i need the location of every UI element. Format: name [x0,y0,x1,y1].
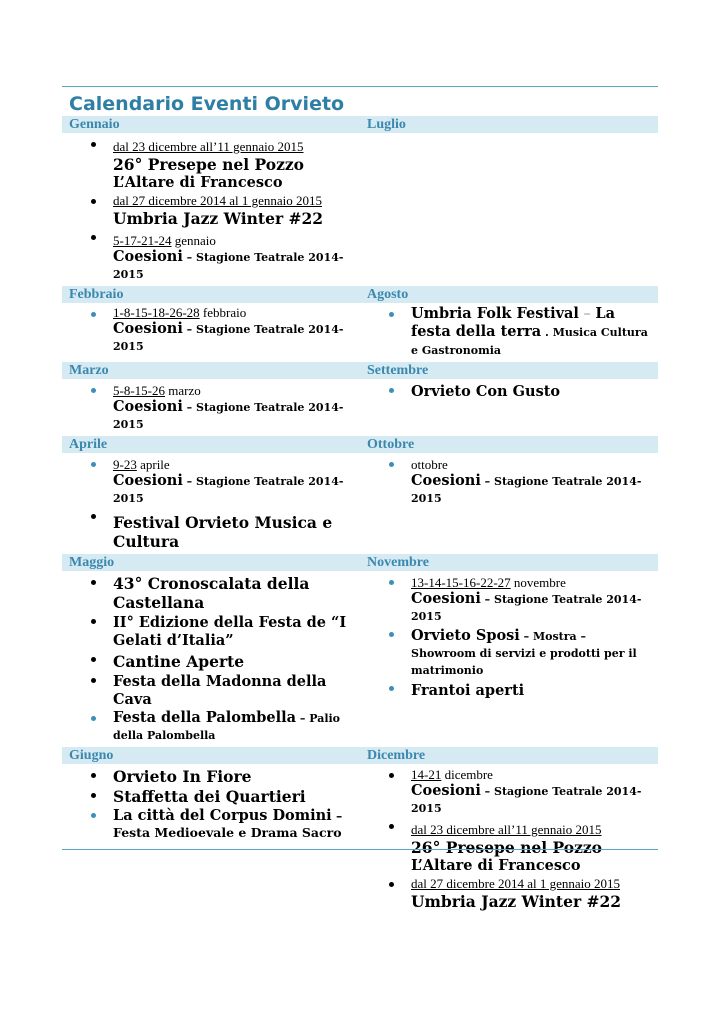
month-content-row [62,571,658,747]
event-item: 5-17-21-24 gennaio Coesioni – Stagione Teatrale 2014-2015 [62,228,360,283]
event-item: dal 27 dicembre 2014 al 1 gennaio 2015 Umbria Jazz Winter #22 [62,192,360,228]
event-item: 14-21 dicembre Coesioni – Stagione Teatrale 2014-2015 [360,766,658,817]
bottom-rule [62,849,658,850]
event-item: II° Edizione della Festa de “I Gelati d’Italia” [62,612,360,650]
event-item: 43° Cronoscalata della Castellana [62,573,360,612]
maggio-events [62,571,360,747]
month-header-row [62,362,658,379]
month-content-row [62,379,658,436]
month-giugno: Giugno [62,747,360,764]
novembre-events [360,571,658,747]
month-dicembre: Dicembre [360,747,658,764]
agosto-events [360,303,658,362]
month-gennaio: Gennaio [62,116,360,133]
event-item: dal 27 dicembre 2014 al 1 gennaio 2015 Umbria Jazz Winter #22 [360,875,658,911]
event-item: Festa della Palombella – Palio della Palombella [62,709,360,744]
month-content-row [62,453,658,554]
month-febbraio: Febbraio [62,286,360,303]
month-maggio: Maggio [62,554,360,571]
event-item: Frantoi aperti [360,679,658,700]
month-header-row [62,436,658,453]
calendar-table [62,116,658,914]
giugno-events [62,764,360,914]
event-item: Orvieto In Fiore [62,766,360,786]
month-settembre: Settembre [360,362,658,379]
event-item: Cantine Aperte [62,650,360,671]
month-header-row [62,286,658,303]
aprile-events [62,453,360,554]
month-luglio: Luglio [360,116,658,133]
event-item: dal 23 dicembre all’11 gennaio 2015 26° Presepe nel Pozzo L’Altare di Francesco [360,817,658,875]
event-item: Festa della Madonna della Cava [62,671,360,709]
month-marzo: Marzo [62,362,360,379]
ottobre-events [360,453,658,554]
month-ottobre: Ottobre [360,436,658,453]
event-item: Umbria Folk Festival – La festa della terra . Musica Cultura e Gastronomia [360,305,658,359]
event-item: Orvieto Con Gusto [360,381,658,401]
event-item: Festival Orvieto Musica e Cultura [62,507,360,551]
event-item: Staffetta dei Quartieri [62,786,360,806]
month-header-row [62,747,658,764]
event-item: La città del Corpus Domini – Festa Medioevale e Drama Sacro [62,806,360,841]
month-header-row [62,554,658,571]
page-title: Calendario Eventi Orvieto [69,93,345,115]
month-content-row [62,303,658,362]
event-item: 1-8-15-18-26-28 febbraio Coesioni – Stagione Teatrale 2014-2015 [62,305,360,355]
event-item: Orvieto Sposi – Mostra – Showroom di servizi e prodotti per il matrimonio [360,625,658,679]
event-item: 9-23 aprile Coesioni – Stagione Teatrale 2014-2015 [62,455,360,507]
febbraio-events [62,303,360,362]
event-item: 5-8-15-26 marzo Coesioni – Stagione Teatrale 2014-2015 [62,381,360,433]
month-header-row [62,116,658,133]
month-content-row [62,764,658,914]
calendar-document [62,86,658,914]
month-content-row [62,133,658,286]
gennaio-events [62,133,360,286]
month-agosto: Agosto [360,286,658,303]
luglio-events [360,133,658,286]
dicembre-events [360,764,658,914]
month-aprile: Aprile [62,436,360,453]
event-item: ottobre Coesioni – Stagione Teatrale 2014-2015 [360,455,658,507]
settembre-events [360,379,658,436]
month-novembre: Novembre [360,554,658,571]
marzo-events [62,379,360,436]
event-item: dal 23 dicembre all’11 gennaio 2015 26° Presepe nel Pozzo L’Altare di Francesco [62,135,360,192]
event-item: 13-14-15-16-22-27 novembre Coesioni – Stagione Teatrale 2014-2015 [360,573,658,625]
